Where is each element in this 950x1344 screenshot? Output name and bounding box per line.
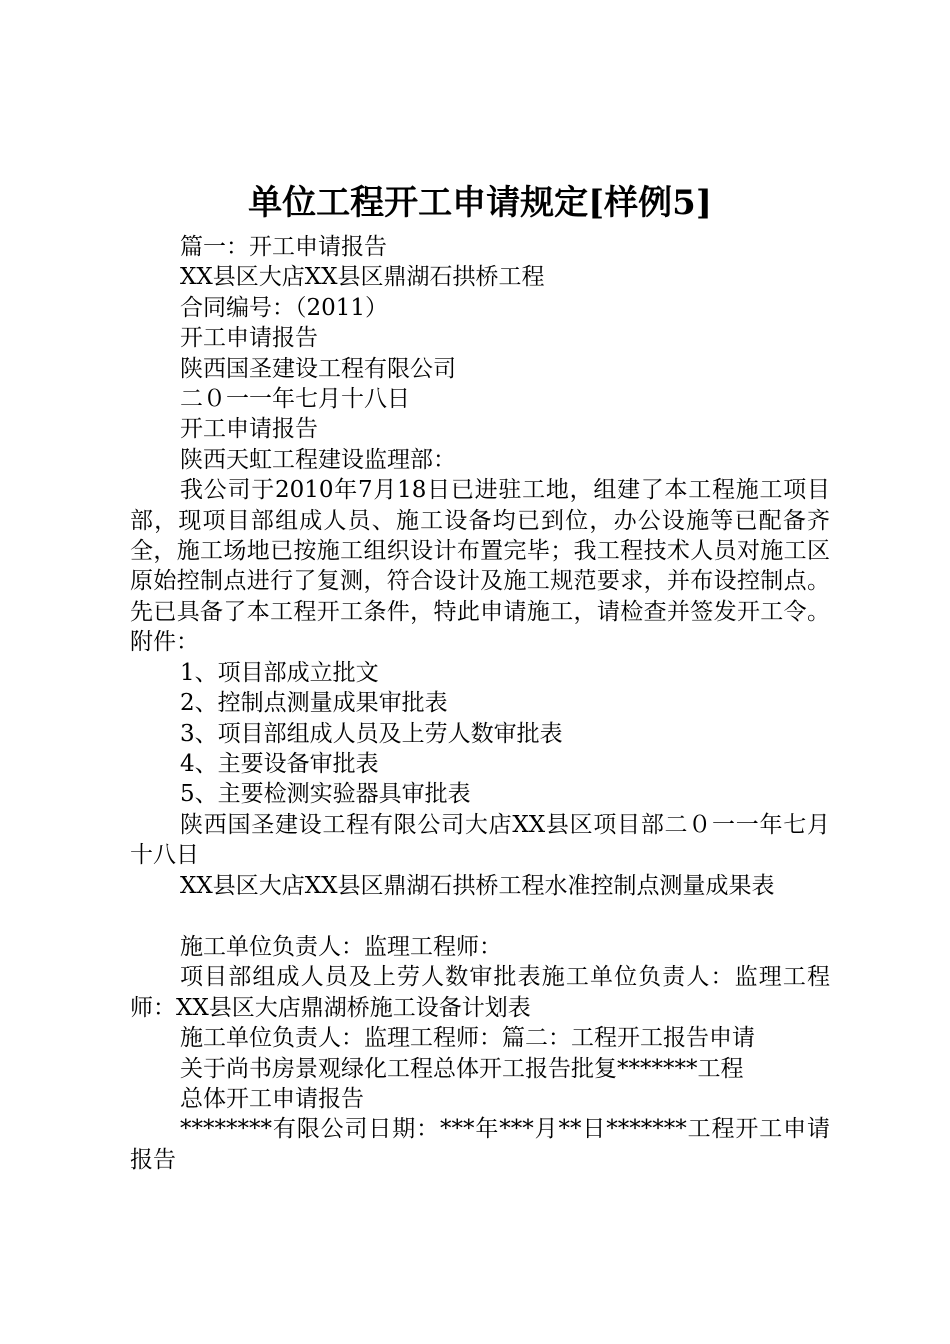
approval-line: 关于尚书房景观绿化工程总体开工报告批复*******工程 xyxy=(180,1055,744,1082)
report-title: 开工申请报告 xyxy=(180,325,318,352)
section-heading-1: 篇一：开工申请报告 xyxy=(180,234,387,260)
company-name: 陕西国圣建设工程有限公司 xyxy=(180,355,456,382)
signature-line: 施工单位负责人：监理工程师： xyxy=(180,933,502,960)
addressee: 陕西天虹工程建设监理部： xyxy=(180,446,456,473)
attachment-item: 4、主要设备审批表 xyxy=(180,750,379,777)
document-title: 单位工程开工申请规定[样例5] xyxy=(248,183,712,223)
report-title-2: 开工申请报告 xyxy=(180,416,318,443)
signature-paragraph: 陕西国圣建设工程有限公司大店XX县区项目部二０一一年七月十八日 xyxy=(130,811,830,869)
table-caption-paragraph: 项目部组成人员及上劳人数审批表施工单位负责人：监理工程师：XX县区大店鼎湖桥施工设备计划表 xyxy=(130,964,830,1021)
table-title: XX县区大店XX县区鼎湖石拱桥工程水准控制点测量成果表 xyxy=(180,872,775,899)
document-page xyxy=(130,180,830,1175)
contract-number: 合同编号：（2011） xyxy=(180,294,389,321)
attachment-item: 3、项目部组成人员及上劳人数审批表 xyxy=(180,720,563,747)
body-paragraph: 我公司于2010年7月18日已进驻工地，组建了本工程施工项目部，现项目部组成人员、施工设备均已到位，办公设施等已配备齐全，施工场地已按施工组织设计布置完毕；我工程技术人员对施工区原始控制点进行了复测，符合设计及施工规范要求，并布设控制点。先已具备了本工程开工条件，特此申请施工，请检查并签发开工令。附件： xyxy=(130,477,830,656)
blank-line xyxy=(130,901,830,932)
signature-line-2: 施工单位负责人：监理工程师：篇二：工程开工报告申请 xyxy=(180,1025,755,1052)
report-date: 二０一一年七月十八日 xyxy=(180,386,410,413)
closing-paragraph: ********有限公司日期：***年***月**日*******工程开工申请报告 xyxy=(130,1116,830,1173)
attachment-item: 2、控制点测量成果审批表 xyxy=(180,690,448,717)
attachment-item: 5、主要检测实验器具审批表 xyxy=(180,781,471,808)
project-name: XX县区大店XX县区鼎湖石拱桥工程 xyxy=(180,264,545,291)
approval-line-2: 总体开工申请报告 xyxy=(180,1085,364,1112)
attachment-item: 1、项目部成立批文 xyxy=(180,659,379,686)
